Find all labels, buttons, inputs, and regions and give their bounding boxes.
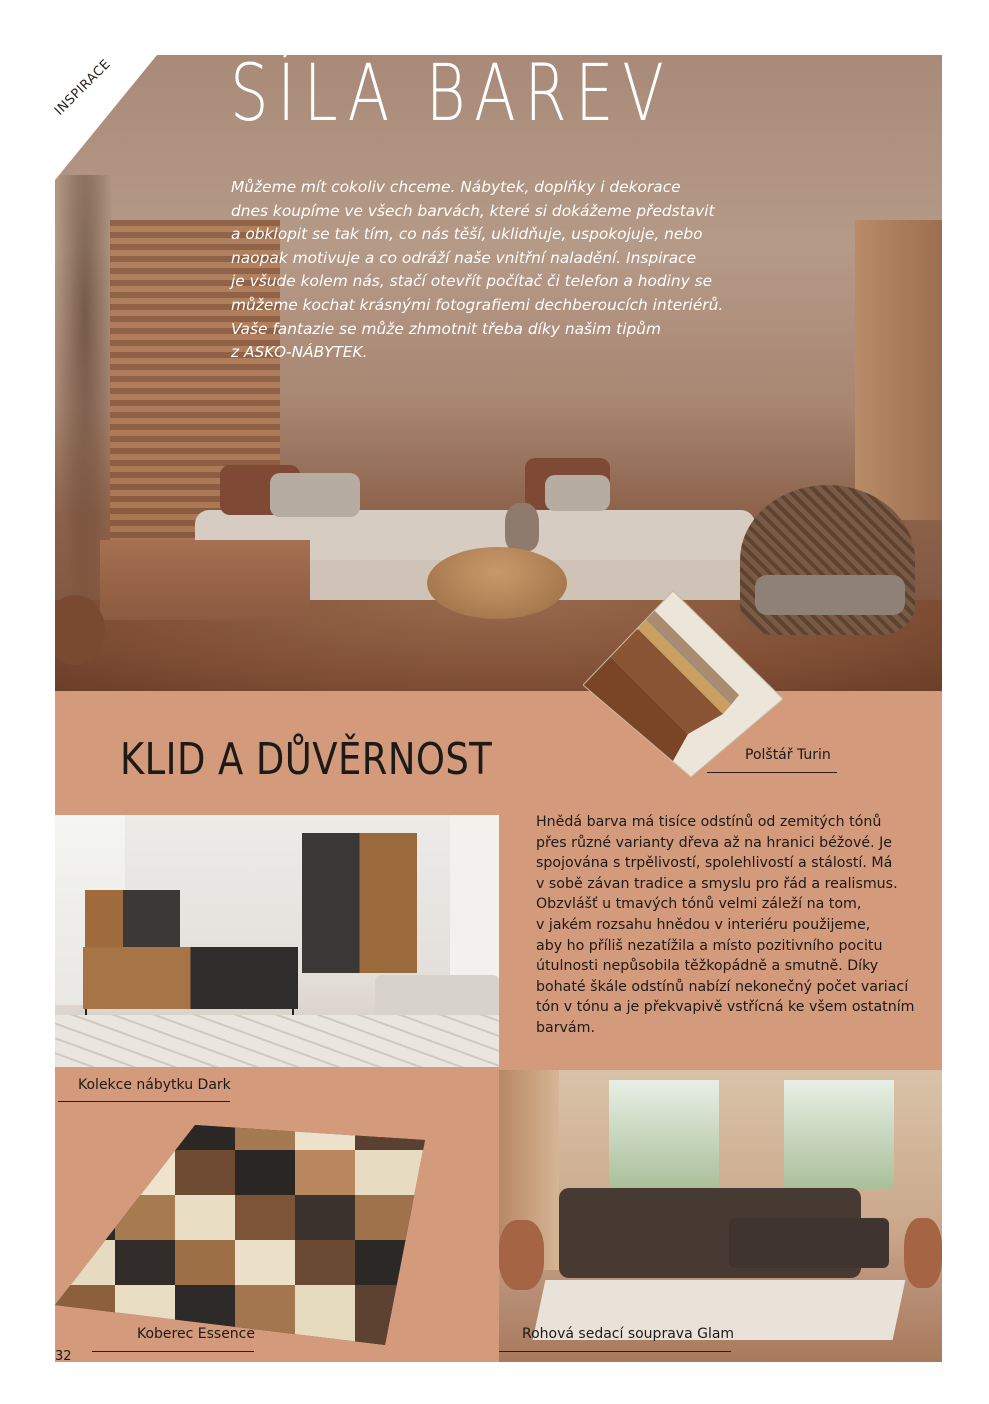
body-line: v sobě závan tradice a smyslu pro řád a realismus. [536, 875, 898, 892]
body-line: bohaté škále odstínů nabízí nekonečný počet variací [536, 978, 909, 995]
woven-pouf [427, 547, 567, 619]
body-line: Hnědá barva má tisíce odstínů od zemitých tónů [536, 814, 882, 830]
coffee-table [100, 540, 310, 620]
caption-furniture: Kolekce nábytku Dark [78, 1077, 231, 1093]
sofa-photo [499, 1070, 942, 1362]
caption-underline [58, 1101, 230, 1102]
window [784, 1080, 894, 1190]
furniture-photo [55, 815, 499, 1067]
sideboard [85, 890, 180, 952]
intro-line: Můžeme mít cokoliv chceme. Nábytek, doplňky i dekorace [231, 178, 681, 196]
window [609, 1080, 719, 1190]
rug-product-image [55, 1105, 435, 1350]
caption-underline [707, 772, 837, 773]
caption-sofa: Rohová sedací souprava Glam [522, 1326, 735, 1342]
body-line: přes různé varianty dřeva až na hranici béžové. Je [536, 834, 893, 851]
page-number: 32 [55, 1349, 72, 1364]
display-cabinet [302, 833, 417, 973]
body-line: tón v tónu a je překvapivě vstřícná ke všem ostatním [536, 999, 915, 1016]
body-line: barvám. [536, 1019, 595, 1036]
body-line: útulnosti nepůsobila těžkopádně a smutně. Díky [536, 958, 879, 975]
intro-line: Vaše fantazie se může zhmotnit třeba díky našim tipům [231, 319, 662, 338]
body-line: spojována s trpělivostí, spolehlivostí a stálostí. Má [536, 855, 893, 872]
intro-line: můžeme kochat krásnými fotografiemi dechberoucích interiérů. [231, 295, 724, 314]
intro-line: je všude kolem nás, stačí otevřít počítač či telefon a hodiny se [231, 272, 713, 291]
coffee-table [83, 947, 298, 1009]
intro-line: naopak motivuje a co odráží naše vnitřní naladění. Inspirace [231, 248, 697, 267]
caption-pillow: Polštář Turin [745, 747, 831, 763]
intro-line: z ASKO-NÁBYTEK. [231, 343, 368, 362]
side-table [904, 1218, 942, 1288]
intro-text [231, 176, 791, 365]
body-line: aby ho příliš nezatížila a místo pozitivního pocitu [536, 937, 883, 954]
vase [505, 503, 539, 551]
sofa-chaise [729, 1218, 889, 1268]
sofa-pillow [270, 473, 360, 517]
body-line: v jakém rozsahu hnědou v interiéru použijeme, [536, 916, 871, 933]
section-heading: KLID A DŮVĚRNOST [120, 734, 493, 785]
hero-photo [55, 49, 942, 691]
side-table [499, 1220, 544, 1290]
intro-line: a obklopit se tak tím, co nás těší, uklidňuje, uspokojuje, nebo [231, 225, 703, 244]
intro-line: dnes koupíme ve všech barvách, které si dokážeme představit [231, 201, 715, 220]
caption-underline [92, 1351, 254, 1352]
body-text [536, 812, 926, 1039]
wood-panel-wall [855, 220, 942, 520]
sofa-pillow [545, 475, 610, 511]
caption-underline [499, 1351, 731, 1352]
caption-rug: Koberec Essence [137, 1326, 255, 1342]
rug [55, 1015, 499, 1067]
section-tag: INSPIRACE [52, 56, 114, 119]
body-line: Obzvlášť u tmavých tónů velmi záleží na tom, [536, 896, 862, 913]
page-title: SÍLA BAREV [230, 49, 673, 139]
